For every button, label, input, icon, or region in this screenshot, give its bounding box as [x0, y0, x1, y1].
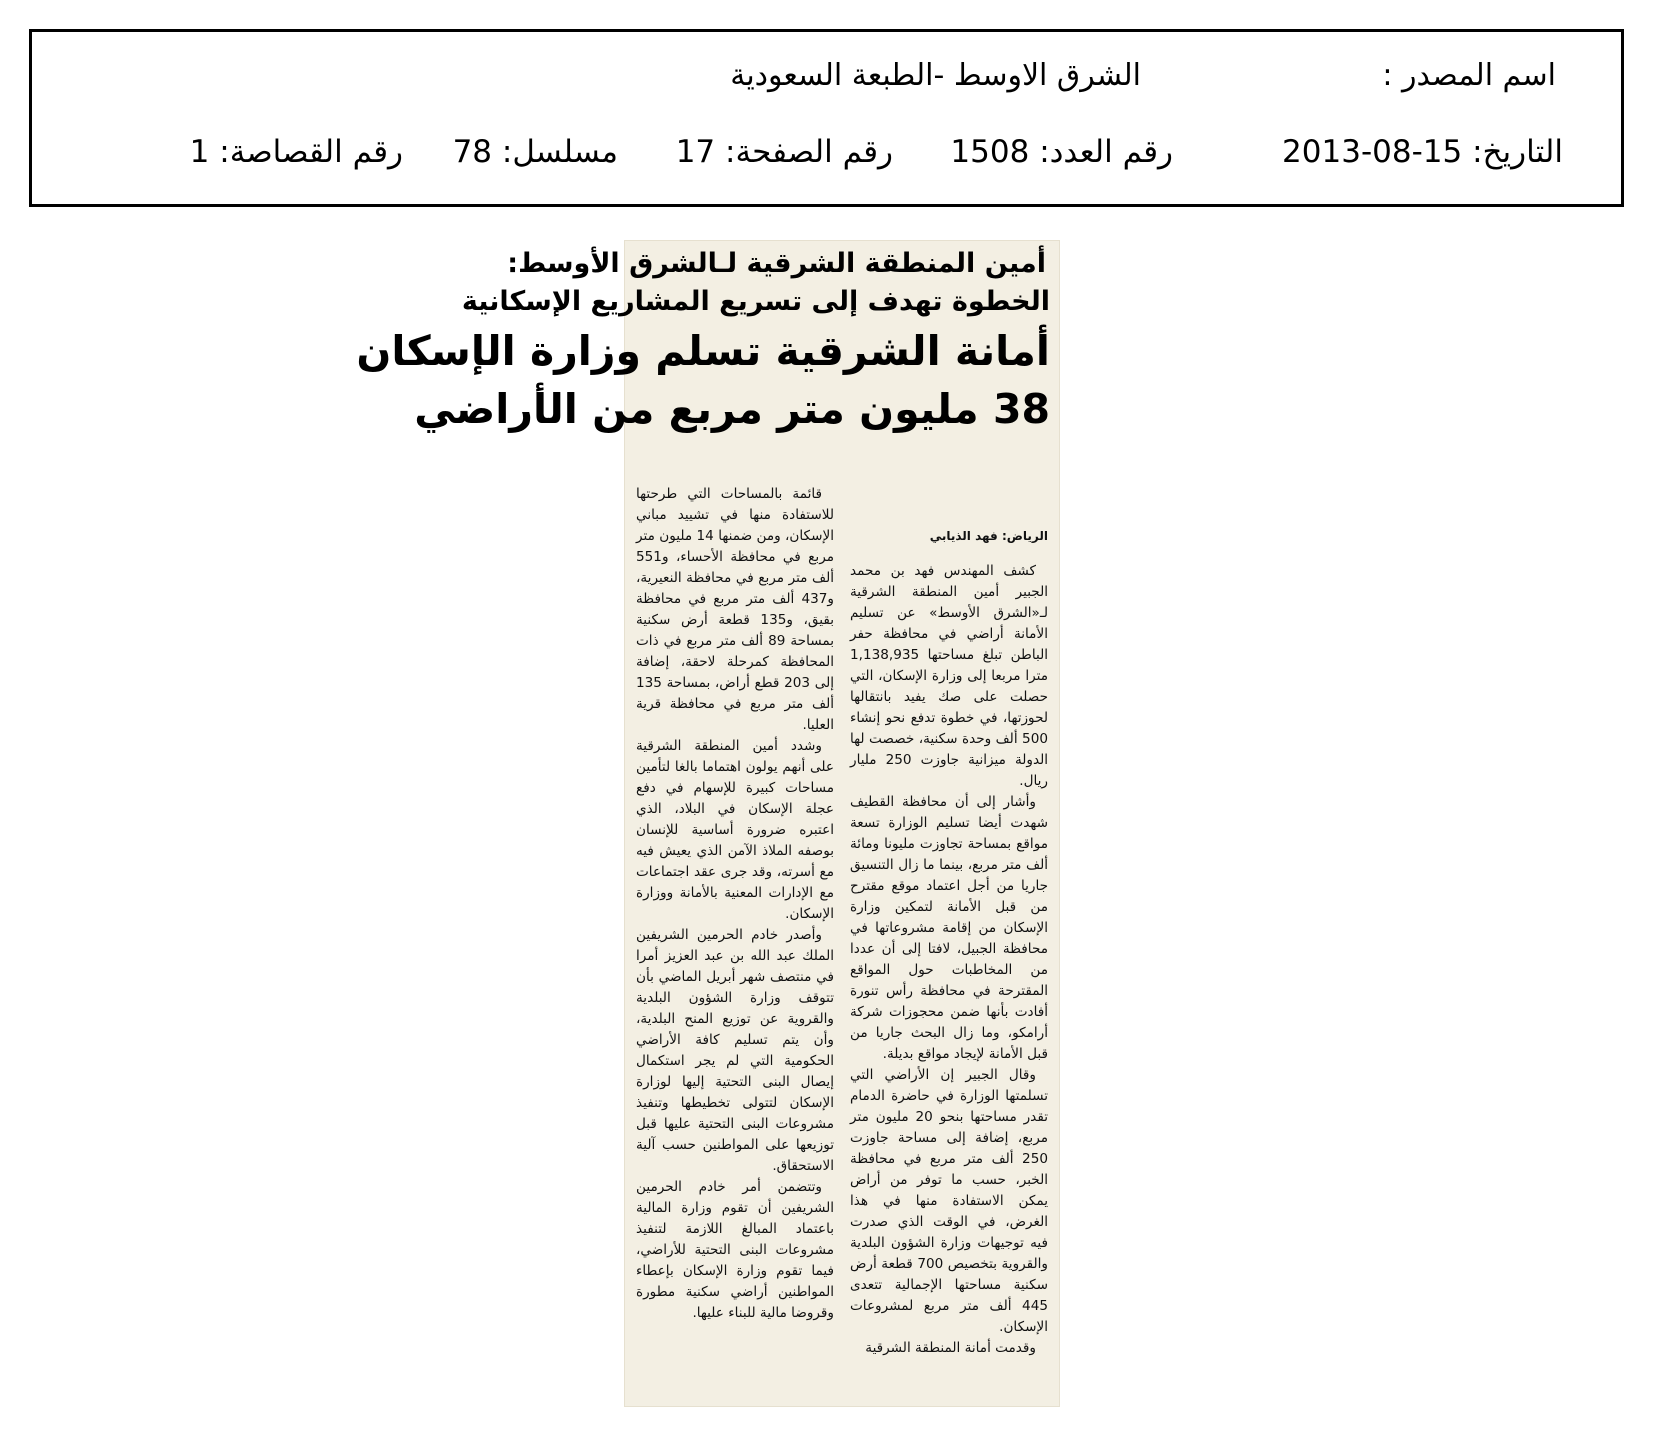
- page-value: 17: [675, 134, 716, 170]
- paragraph: وأصدر خادم الحرمين الشريفين الملك عبد الله بن عبد العزيز أمرا في منتصف شهر أبريل الماضي بأن تتوقف وزارة الشؤون البلدية والقروية عن توزيع المنح البلدية، وأن يتم تسليم كافة الأراضي الحكومية التي لم يجر استكمال إيصال البنى التحتية إليها لوزارة الإسكان لتتولى تخطيطها وتنفيذ مشروعات البنى التحتية عليها قبل توزيعها على المواطنين حسب آلية الاستحقاق.: [636, 927, 834, 1174]
- article-column-left: [636, 484, 834, 1324]
- byline: الرياض: فهد الذيابي: [929, 529, 1048, 543]
- paragraph: وقدمت أمانة المنطقة الشرقية: [865, 1340, 1036, 1356]
- clip-label: رقم القصاصة:: [219, 134, 403, 170]
- page-label: رقم الصفحة:: [725, 134, 893, 170]
- date-value: 2013-08-15: [1282, 134, 1463, 170]
- paragraph: وقال الجبير إن الأراضي التي تسلمتها الوزارة في حاضرة الدمام تقدر مساحتها بنحو 20 مليون متر مربع، إضافة إلى مساحة جاوزت 250 ألف متر مربع في محافظة الخبر، حسب ما توفر من أراض يمكن الاستفادة منها في هذا الغرض، في الوقت الذي صدرت فيه توجيهات وزارة الشؤون البلدية والقروية بتخصيص 700 قطعة أرض سكنية مساحتها الإجمالية تتعدى 445 ألف متر مربع لمشروعات الإسكان.: [850, 1067, 1048, 1335]
- serial-label: مسلسل:: [501, 134, 618, 170]
- kicker-line-1: أمين المنطقة الشرقية لـالشرق الأوسط:: [507, 248, 1046, 279]
- meta-row: [182, 128, 1563, 176]
- date-field: [1282, 128, 1563, 176]
- clip-value: 1: [189, 134, 210, 170]
- newspaper-clipping: [356, 240, 1060, 1407]
- paragraph: وأشار إلى أن محافظة القطيف شهدت أيضا تسليم الوزارة تسعة مواقع بمساحة تجاوزت مليونا ومائة ألف متر مربع، بينما ما زال التنسيق جاريا من أجل اعتماد موقع مقترح من قبل الأمانة لتمكين وزارة الإسكان من إقامة مشروعاتها في محافظة الجبيل، لافتا إلى أن عددا من المخاطبات حول المواقع المقترحة في محافظة رأس تنورة أفادت بأنها ضمن محجوزات شركة أرامكو، وما زال البحث جاريا من قبل الأمانة لإيجاد مواقع بديلة.: [850, 794, 1048, 1062]
- source-row: [32, 54, 1556, 98]
- clip-field: [190, 128, 403, 176]
- issue-field: [950, 128, 1173, 176]
- paragraph: كشف المهندس فهد بن محمد الجبير أمين المنطقة الشرقية لـ«الشرق الأوسط» عن تسليم الأمانة أراضي في محافظة حفر الباطن تبلغ مساحتها 1,138,935 مترا مربعا إلى وزارة الإسكان، التي حصلت على صك يفيد بانتقالها لحوزتها، في خطوة تدفع نحو إنشاء 500 ألف وحدة سكنية، خصصت لها الدولة ميزانية جاوزت 250 مليار ريال.: [850, 563, 1048, 789]
- paragraph: قائمة بالمساحات التي طرحتها للاستفادة منها في تشييد مباني الإسكان، ومن ضمنها 14 مليون متر مربع في محافظة الأحساء، و551 ألف متر مربع في محافظة النعيرية، و437 ألف متر مربع في محافظة بقيق، و135 قطعة أرض سكنية بمساحة 89 ألف متر مربع في ذات المحافظة كمرحلة لاحقة، إضافة إلى 203 قطع أراض، بمساحة 135 ألف متر مربع في محافظة قرية العليا.: [636, 486, 835, 733]
- source-label: اسم المصدر :: [1382, 58, 1556, 93]
- article-column-right: [850, 526, 1048, 1359]
- issue-label: رقم العدد:: [1039, 134, 1173, 170]
- source-value: الشرق الاوسط -الطبعة السعودية: [730, 58, 1141, 93]
- serial-field: [453, 128, 618, 176]
- paragraph: وتتضمن أمر خادم الحرمين الشريفين أن تقوم وزارة المالية باعتماد المبالغ اللازمة لتنفيذ مشروعات البنى التحتية للأراضي، فيما تقوم وزارة الإسكان بإعطاء المواطنين أراضي سكنية مطورة وقروضا مالية للبناء عليها.: [636, 1179, 834, 1321]
- headline-line-2: 38 مليون متر مربع من الأراضي: [414, 385, 1050, 433]
- page-field: [676, 128, 893, 176]
- kicker-line-2: الخطوة تهدف إلى تسريع المشاريع الإسكانية: [461, 286, 1050, 317]
- serial-value: 78: [452, 134, 493, 170]
- headline-block: [356, 246, 1050, 438]
- source-info-box: [29, 29, 1624, 207]
- issue-value: 1508: [950, 134, 1030, 170]
- date-label: التاريخ:: [1472, 134, 1563, 170]
- headline-line-1: أمانة الشرقية تسلم وزارة الإسكان: [356, 327, 1050, 375]
- paragraph: وشدد أمين المنطقة الشرقية على أنهم يولون اهتماما بالغا لتأمين مساحات كبيرة للإسهام في دفع عجلة الإسكان في البلاد، الذي اعتبره ضرورة أساسية للإنسان بوصفه الملاذ الآمن الذي يعيش فيه مع أسرته، وقد جرى عقد اجتماعات مع الإدارات المعنية بالأمانة ووزارة الإسكان.: [636, 738, 834, 922]
